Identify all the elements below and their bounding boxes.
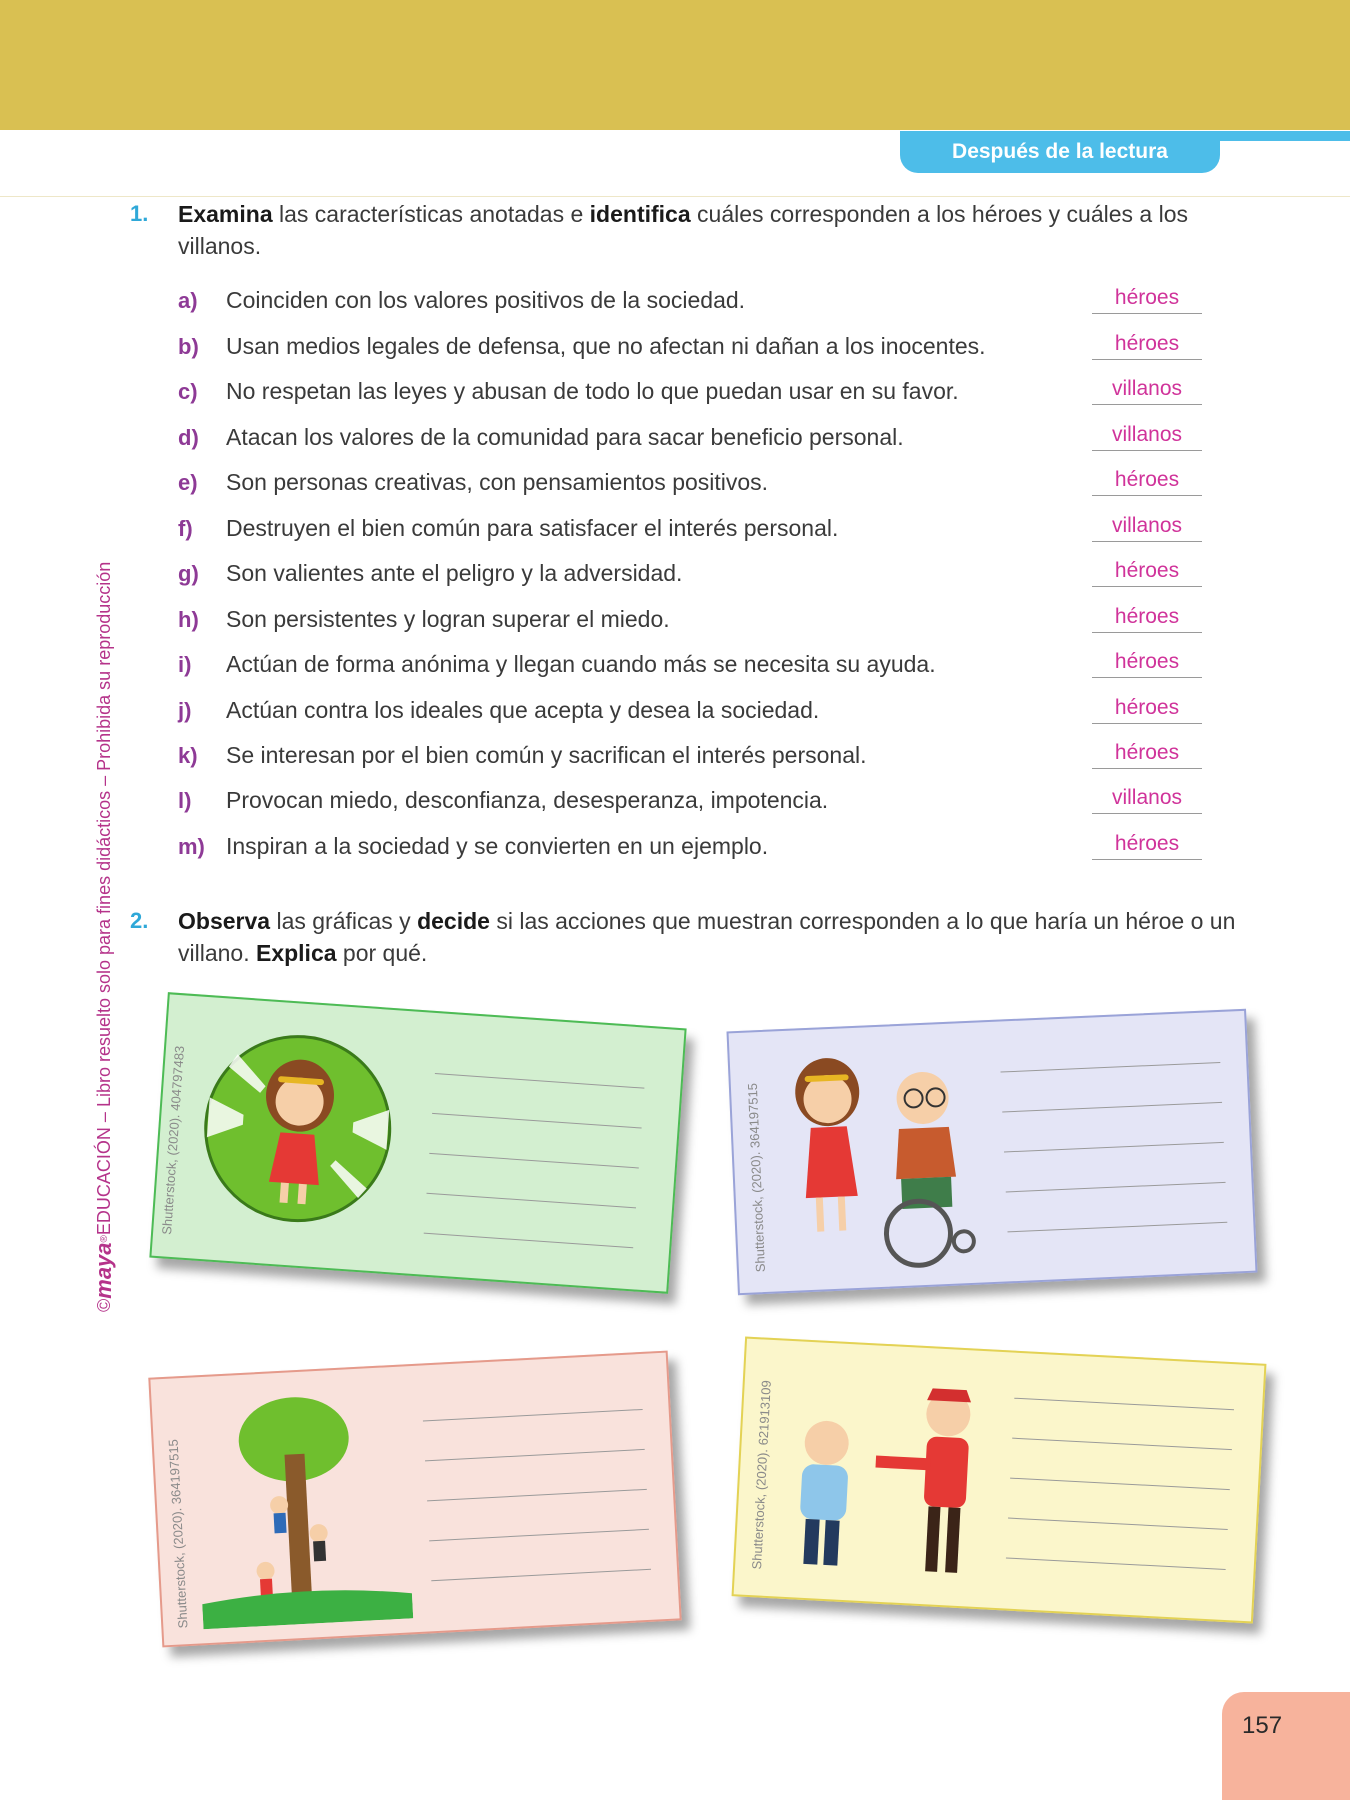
image-card-helping-elder [726,1009,1257,1295]
answer-line [1000,1062,1220,1073]
answer-line [425,1449,645,1462]
list-item [178,646,1208,686]
answer-line [1012,1438,1232,1451]
answer-line [435,1073,645,1089]
q1-verb-examina: Examina [178,201,273,227]
item-text: No respetan las leyes y abusan de todo lo que puedan usar en su favor. [226,378,959,404]
copyright-text: EDUCACIÓN – Libro resuelto solo para fines didácticos – Prohibida su reproducción [93,561,114,1236]
q2-text-part3: por qué. [336,940,428,966]
q2-text-part1: las gráficas y [270,908,418,934]
item-text: Actúan de forma anónima y llegan cuando más se necesita su ayuda. [226,651,936,677]
answer-field[interactable]: héroes [1092,601,1202,633]
question-1-number: 1. [130,201,149,226]
answer-line [429,1153,639,1169]
registered-mark: ® [98,1235,110,1243]
q2-verb-observa: Observa [178,908,271,934]
list-item [178,737,1208,777]
answer-line [1002,1102,1222,1113]
item-letter: k) [178,743,198,768]
answer-line [423,1409,643,1422]
page-number: 157 [1242,1712,1283,1739]
header-rule [0,196,1350,197]
side-copyright-notice [86,482,122,1312]
answer-line [426,1193,636,1209]
answer-line [1006,1182,1226,1193]
answer-field[interactable]: héroes [1092,282,1202,314]
answer-field[interactable]: héroes [1092,692,1202,724]
item-text: Usan medios legales de defensa, que no afectan ni dañan a los inocentes. [226,333,986,359]
answer-line [1014,1398,1234,1411]
top-color-band [0,0,1350,130]
answer-line [1004,1142,1224,1153]
item-letter: a) [178,288,198,313]
brand-logo-text: maya [91,1242,116,1299]
item-letter: f) [178,516,193,541]
list-item [178,601,1208,641]
item-text: Actúan contra los ideales que acepta y desea la sociedad. [226,697,820,723]
item-letter: d) [178,425,199,450]
answer-field[interactable]: héroes [1092,464,1202,496]
list-item [178,328,1208,368]
answer-field[interactable]: héroes [1092,328,1202,360]
kids-tree-illustration [191,1389,413,1630]
image-credit: Shutterstock, (2020). 404797483 [159,1045,188,1236]
item-text: Son persistentes y logran superar el miedo. [226,606,670,632]
answer-line [431,1569,651,1582]
section-tab [900,131,1220,173]
section-tab-extension [1215,131,1350,141]
list-item [178,373,1208,413]
list-item [178,419,1208,459]
item-text: Son personas creativas, con pensamientos positivos. [226,469,769,495]
image-credit: Shutterstock, (2020). 364197515 [165,1438,191,1629]
answer-field[interactable]: héroes [1092,737,1202,769]
image-credit: Shutterstock, (2020). 364197515 [744,1082,769,1273]
boy-being-mocked-illustration [764,1370,1005,1592]
q2-verb-decide: decide [417,908,490,934]
item-letter: b) [178,334,199,359]
answer-field[interactable]: villanos [1092,782,1202,814]
item-text: Se interesan por el bien común y sacrifican el interés personal. [226,742,867,768]
list-item [178,782,1208,822]
answer-line [429,1529,649,1542]
list-item [178,692,1208,732]
answer-line [427,1489,647,1502]
answer-line [1008,1518,1228,1531]
item-letter: i) [178,652,192,677]
copyright-symbol: © [93,1298,114,1312]
answer-line [424,1233,634,1249]
q1-text-part2: cuáles corresponden a los héroes y cuáles a los villanos. [178,201,1188,259]
question-1-prompt [178,198,1238,262]
list-item [178,828,1208,868]
image-card-pointing-mocking [732,1337,1267,1624]
item-text: Inspiran a la sociedad y se convierten en un ejemplo. [226,833,769,859]
girl-pushing-wheelchair-illustration [765,1040,1005,1280]
answer-line [1007,1222,1227,1233]
item-letter: g) [178,561,199,586]
answer-field[interactable]: héroes [1092,555,1202,587]
q1-text-part1: las características anotadas e [272,201,590,227]
item-text: Coinciden con los valores positivos de la sociedad. [226,287,746,313]
item-letter: l) [178,788,192,813]
answer-field[interactable]: héroes [1092,646,1202,678]
item-letter: h) [178,607,199,632]
answer-line [432,1113,642,1129]
answer-field[interactable]: villanos [1092,373,1202,405]
image-card-tree-climbing [148,1351,681,1648]
item-letter: j) [178,698,192,723]
item-text: Atacan los valores de la comunidad para sacar beneficio personal. [226,424,904,450]
section-tab-label: Después de la lectura [952,140,1168,163]
question-2-prompt [178,905,1238,969]
q2-verb-explica: Explica [255,940,337,966]
bullied-girl-illustration [196,1027,399,1230]
answer-field[interactable]: villanos [1092,419,1202,451]
list-item [178,510,1208,550]
q1-verb-identifica: identifica [589,201,691,227]
image-card-bullying [149,992,686,1294]
item-text: Destruyen el bien común para satisfacer el interés personal. [226,515,839,541]
q2-text-part2: si las acciones que muestran corresponden a lo que haría un héroe o un villano. [178,908,1236,966]
image-credit: Shutterstock, (2020). 621913109 [748,1379,774,1570]
list-item [178,555,1208,595]
item-text: Son valientes ante el peligro y la adversidad. [226,560,683,586]
list-item [178,464,1208,504]
item-letter: m) [178,834,205,859]
answer-field[interactable]: villanos [1092,510,1202,542]
item-letter: c) [178,379,198,404]
answer-field[interactable]: héroes [1092,828,1202,860]
page-number-tab [1222,1692,1350,1800]
item-letter: e) [178,470,198,495]
list-item [178,282,1208,322]
question-2-number: 2. [130,908,149,933]
item-text: Provocan miedo, desconfianza, desesperanza, impotencia. [226,787,829,813]
answer-line [1006,1557,1226,1570]
answer-line [1010,1478,1230,1491]
